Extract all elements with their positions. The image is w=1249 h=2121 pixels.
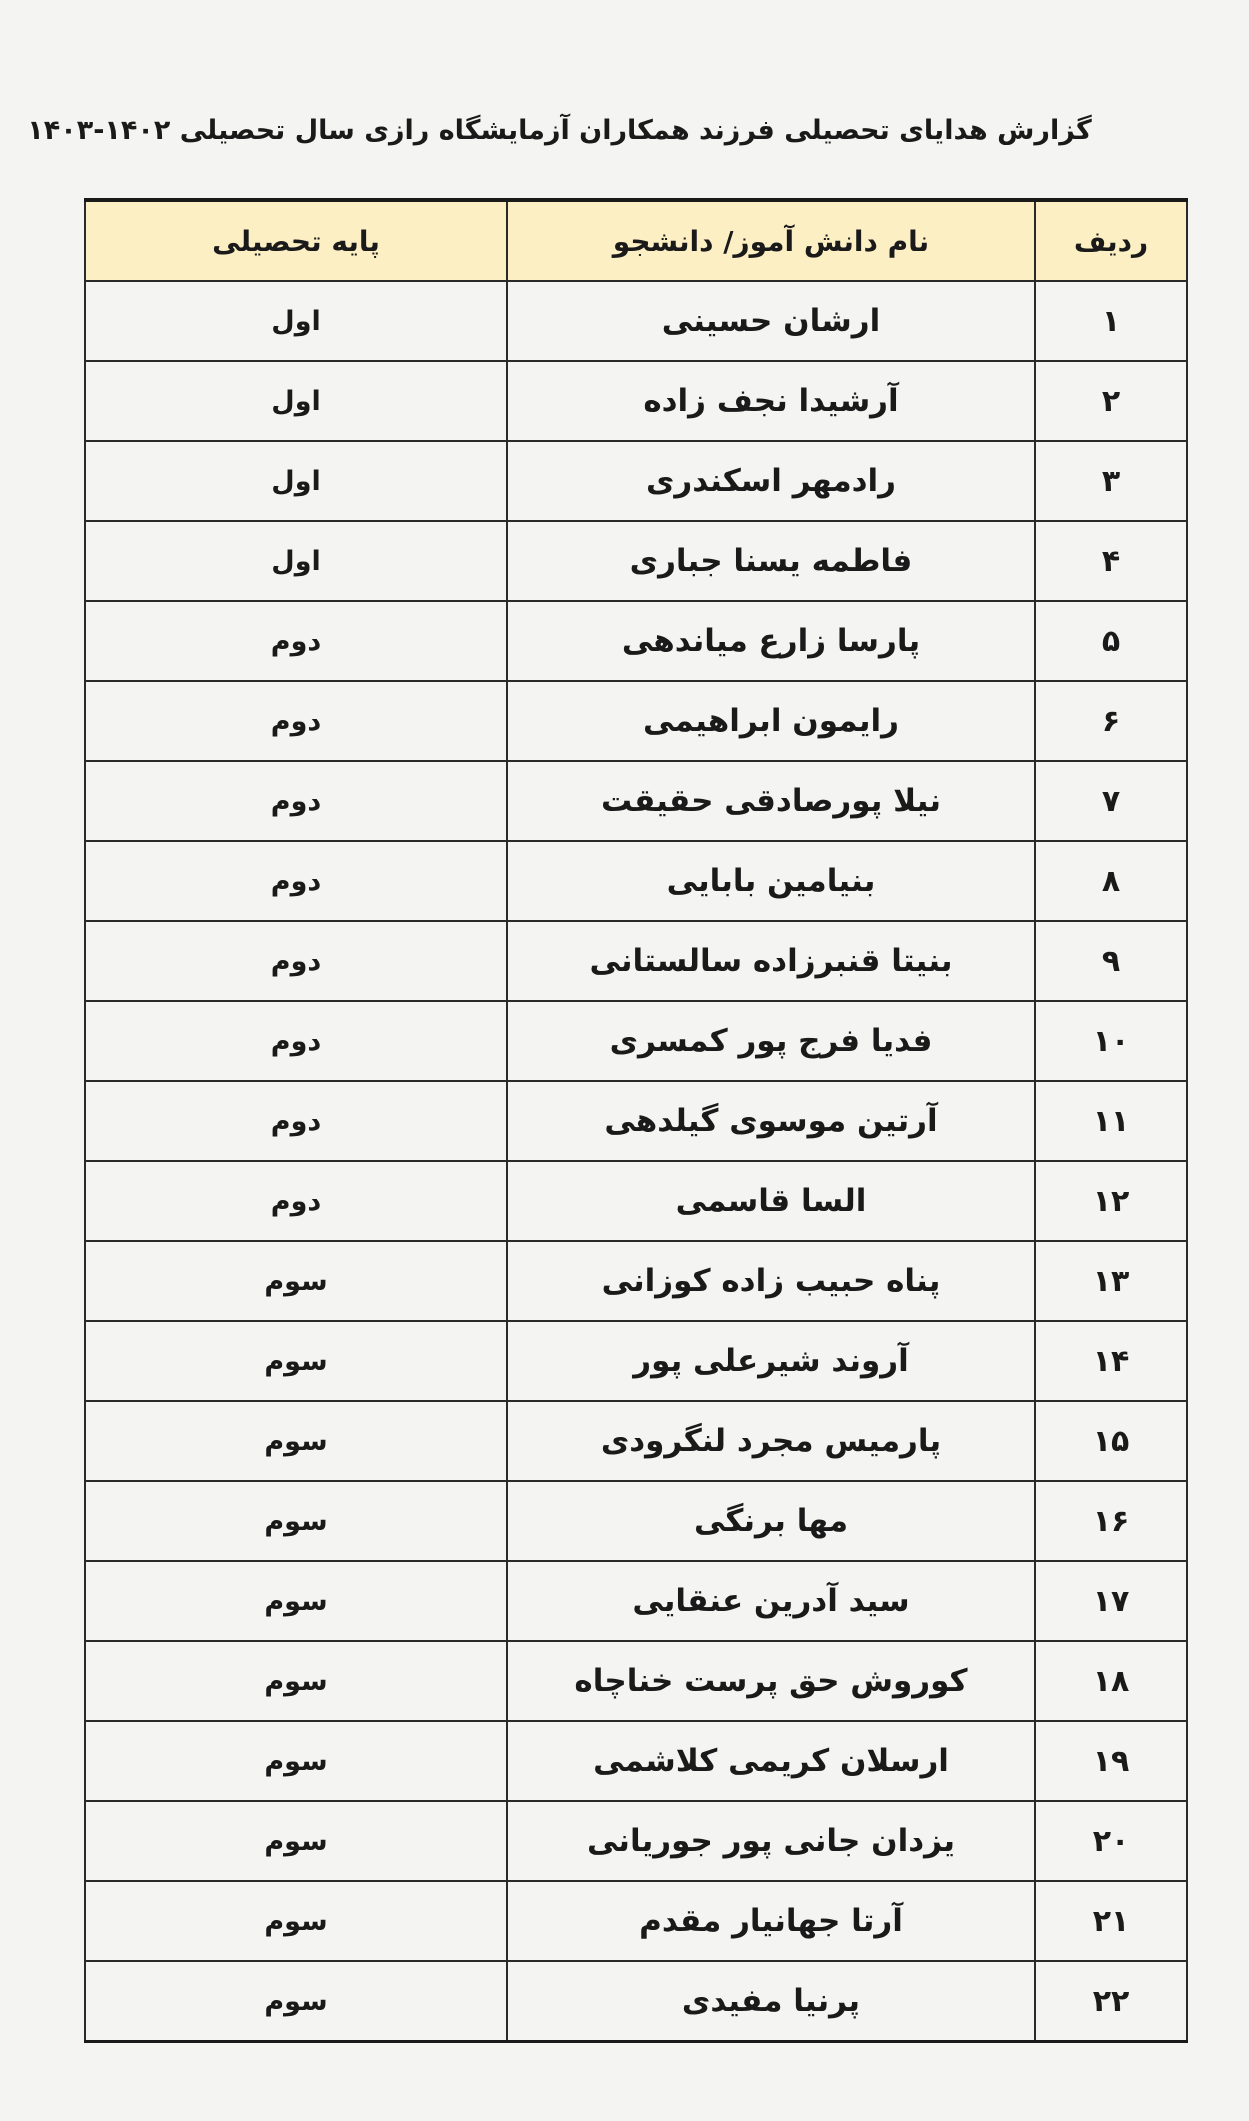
grade-cell: دوم <box>85 841 507 921</box>
table-row <box>85 601 1187 681</box>
row-number-cell: ۱۲ <box>1035 1161 1187 1241</box>
row-number-cell: ۳ <box>1035 441 1187 521</box>
row-number-cell: ۴ <box>1035 521 1187 601</box>
grade-cell: سوم <box>85 1801 507 1881</box>
row-number-cell: ۱۳ <box>1035 1241 1187 1321</box>
grade-cell: دوم <box>85 1081 507 1161</box>
row-number-cell: ۱۶ <box>1035 1481 1187 1561</box>
table-row <box>85 1881 1187 1961</box>
student-name-cell: پارسا زارع میاندهی <box>507 601 1035 681</box>
table-row <box>85 921 1187 1001</box>
student-name-cell: آرتین موسوی گیلدهی <box>507 1081 1035 1161</box>
student-name-cell: آرشیدا نجف زاده <box>507 361 1035 441</box>
grade-cell: دوم <box>85 601 507 681</box>
student-name-cell: یزدان جانی پور جوریانی <box>507 1801 1035 1881</box>
student-name-cell: رادمهر اسکندری <box>507 441 1035 521</box>
row-number-cell: ۱۵ <box>1035 1401 1187 1481</box>
table-row <box>85 1481 1187 1561</box>
grade-cell: دوم <box>85 921 507 1001</box>
grade-cell: دوم <box>85 1161 507 1241</box>
grade-cell: سوم <box>85 1641 507 1721</box>
table-row <box>85 1241 1187 1321</box>
grade-cell: سوم <box>85 1321 507 1401</box>
table-row <box>85 1561 1187 1641</box>
grade-cell: اول <box>85 361 507 441</box>
student-name-cell: پناه حبیب زاده کوزانی <box>507 1241 1035 1321</box>
row-number-cell: ۲۰ <box>1035 1801 1187 1881</box>
table-row <box>85 841 1187 921</box>
row-number-cell: ۱۴ <box>1035 1321 1187 1401</box>
page-title: گزارش هدایای تحصیلی فرزند همکاران آزمایشگاه رازی سال تحصیلی ۱۴۰۲-۱۴۰۳ <box>27 115 1092 146</box>
gift-report-table-container <box>84 198 1186 2043</box>
table-row <box>85 681 1187 761</box>
row-number-cell: ۶ <box>1035 681 1187 761</box>
table-row <box>85 1641 1187 1721</box>
table-row <box>85 1001 1187 1081</box>
grade-cell: سوم <box>85 1241 507 1321</box>
grade-cell: اول <box>85 441 507 521</box>
row-number-cell: ۱۸ <box>1035 1641 1187 1721</box>
grade-cell: سوم <box>85 1561 507 1641</box>
row-number-cell: ۷ <box>1035 761 1187 841</box>
table-row <box>85 361 1187 441</box>
table-row <box>85 1961 1187 2042</box>
grade-cell: دوم <box>85 761 507 841</box>
table-row <box>85 1401 1187 1481</box>
table-row <box>85 1161 1187 1241</box>
student-name-cell: ارشان حسینی <box>507 281 1035 361</box>
header-row-number: ردیف <box>1035 200 1187 281</box>
grade-cell: سوم <box>85 1721 507 1801</box>
student-name-cell: نیلا پورصادقی حقیقت <box>507 761 1035 841</box>
row-number-cell: ۱ <box>1035 281 1187 361</box>
row-number-cell: ۱۹ <box>1035 1721 1187 1801</box>
student-name-cell: کوروش حق پرست خناچاه <box>507 1641 1035 1721</box>
table-body <box>85 281 1187 2042</box>
header-grade: پایه تحصیلی <box>85 200 507 281</box>
table-row <box>85 1721 1187 1801</box>
table-row <box>85 761 1187 841</box>
student-name-cell: مها برنگی <box>507 1481 1035 1561</box>
table-row <box>85 521 1187 601</box>
grade-cell: دوم <box>85 1001 507 1081</box>
row-number-cell: ۱۷ <box>1035 1561 1187 1641</box>
header-student-name: نام دانش آموز/ دانشجو <box>507 200 1035 281</box>
row-number-cell: ۸ <box>1035 841 1187 921</box>
row-number-cell: ۵ <box>1035 601 1187 681</box>
student-name-cell: آروند شیرعلی پور <box>507 1321 1035 1401</box>
grade-cell: سوم <box>85 1401 507 1481</box>
table-row <box>85 441 1187 521</box>
student-name-cell: فدیا فرج پور کمسری <box>507 1001 1035 1081</box>
student-name-cell: بنیتا قنبرزاده سالستانی <box>507 921 1035 1001</box>
grade-cell: سوم <box>85 1961 507 2042</box>
row-number-cell: ۲۲ <box>1035 1961 1187 2042</box>
student-name-cell: رایمون ابراهیمی <box>507 681 1035 761</box>
student-name-cell: سید آدرین عنقایی <box>507 1561 1035 1641</box>
student-name-cell: پارمیس مجرد لنگرودی <box>507 1401 1035 1481</box>
student-name-cell: فاطمه یسنا جباری <box>507 521 1035 601</box>
grade-cell: اول <box>85 281 507 361</box>
row-number-cell: ۹ <box>1035 921 1187 1001</box>
student-name-cell: آرتا جهانیار مقدم <box>507 1881 1035 1961</box>
table-row <box>85 281 1187 361</box>
grade-cell: سوم <box>85 1481 507 1561</box>
student-name-cell: پرنیا مفیدی <box>507 1961 1035 2042</box>
grade-cell: دوم <box>85 681 507 761</box>
row-number-cell: ۲ <box>1035 361 1187 441</box>
table-row <box>85 1801 1187 1881</box>
gift-report-table <box>84 198 1188 2043</box>
grade-cell: اول <box>85 521 507 601</box>
row-number-cell: ۲۱ <box>1035 1881 1187 1961</box>
row-number-cell: ۱۱ <box>1035 1081 1187 1161</box>
grade-cell: سوم <box>85 1881 507 1961</box>
table-header-row <box>85 200 1187 281</box>
table-row <box>85 1321 1187 1401</box>
student-name-cell: بنیامین بابایی <box>507 841 1035 921</box>
student-name-cell: ارسلان کریمی کلاشمی <box>507 1721 1035 1801</box>
table-row <box>85 1081 1187 1161</box>
student-name-cell: السا قاسمی <box>507 1161 1035 1241</box>
row-number-cell: ۱۰ <box>1035 1001 1187 1081</box>
